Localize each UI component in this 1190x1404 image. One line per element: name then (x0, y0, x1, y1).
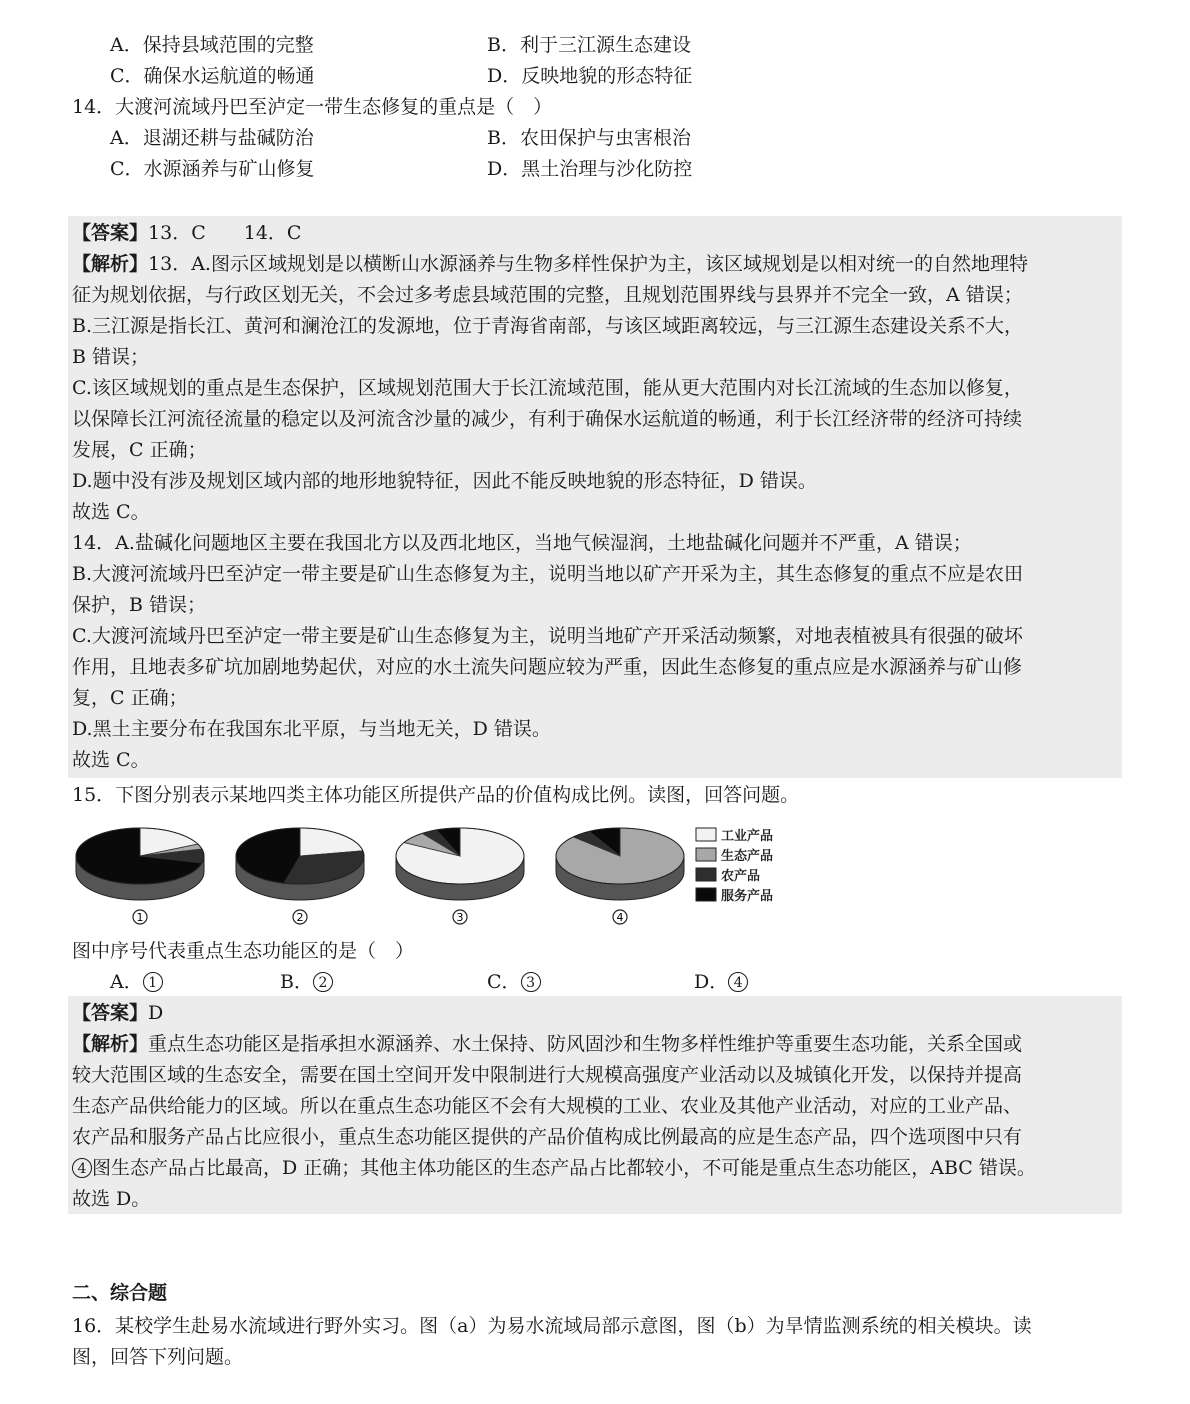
q14-option-c: C．水源涵养与矿山修复 (110, 158, 315, 180)
q13-option-d: D．反映地貌的形态特征 (487, 65, 693, 87)
analysis15-line-4: 农产品和服务产品占比应很小，重点生态功能区提供的产品价值构成比例最高的应是生态产品，四个选项图中只有 (72, 1126, 1023, 1148)
analysis-line-16: D.黑土主要分布在我国东北平原，与当地无关，D 错误。 (72, 718, 551, 740)
circled-number: 4 (728, 972, 748, 992)
legend-label: 农产品 (721, 869, 761, 884)
pie-2 (236, 828, 364, 924)
q16-stem-line-1: 16．某校学生赴易水流域进行野外实习。图（a）为易水流域局部示意图，图（b）为旱情监测系统的相关模块。读 (72, 1315, 1032, 1337)
option-letter: B． (280, 971, 313, 993)
legend-swatch (696, 828, 716, 841)
analysis-tag: 【解析】 (72, 1033, 149, 1055)
answer-text: D (148, 1002, 164, 1024)
analysis15-line-6: 故选 D。 (72, 1188, 151, 1210)
analysis-line-9: 故选 C。 (72, 501, 150, 523)
option-letter: A． (110, 971, 143, 993)
analysis15-line-3: 生态产品供给能力的区域。所以在重点生态功能区不会有大规模的工业、农业及其他产业活动，对应的工业产品、 (72, 1095, 1023, 1117)
circled-number: 3 (521, 972, 541, 992)
analysis-line-1 (72, 249, 1028, 280)
legend-label: 服务产品 (721, 889, 774, 904)
pie-label: 1 (136, 911, 144, 924)
pie-4 (556, 828, 684, 924)
q15-option-b (280, 967, 333, 998)
analysis15-line-5 (72, 1153, 1036, 1184)
pie-label: 4 (616, 911, 624, 924)
section-title: 二、综合题 (72, 1282, 168, 1304)
legend-swatch (696, 888, 716, 901)
q15-question: 图中序号代表重点生态功能区的是（ ） (72, 940, 415, 962)
analysis-line-14: 作用，且地表多矿坑加剧地势起伏，对应的水土流失问题应较为严重，因此生态修复的重点应是水源涵养与矿山修 (72, 656, 1023, 678)
q15-option-c (487, 967, 541, 998)
pie-label: 2 (296, 911, 304, 924)
analysis-line-15: 复，C 正确； (72, 687, 188, 709)
q13-option-a: A．保持县域范围的完整 (110, 34, 314, 56)
legend-swatch (696, 848, 716, 861)
answer-tag: 【答案】 (72, 222, 149, 244)
circled-number: 4 (72, 1158, 92, 1178)
analysis-text: 图生态产品占比最高，D 正确；其他主体功能区的生态产品占比都较小，不可能是重点生态功能区，ABC 错误。 (92, 1157, 1036, 1179)
q14-option-d: D．黑土治理与沙化防控 (487, 158, 693, 180)
q15-option-a (110, 967, 163, 998)
pie-chart-figure (70, 818, 790, 930)
analysis-line-2: 征为规划依据，与行政区划无关，不会过多考虑县域范围的完整，且规划范围界线与县界并不完全一致，A 错误； (72, 284, 1023, 306)
q14-option-a: A．退湖还耕与盐碱防治 (110, 127, 314, 149)
analysis-text: 重点生态功能区是指承担水源涵养、水土保持、防风固沙和生物多样性维护等重要生态功能，关系全国或 (148, 1033, 1023, 1055)
legend-swatch (696, 868, 716, 881)
pie-3 (396, 828, 524, 924)
option-letter: C． (487, 971, 521, 993)
analysis-text: 13．A.图示区域规划是以横断山水源涵养与生物多样性保护为主，该区域规划是以相对统一的自然地理特 (148, 253, 1028, 275)
analysis-line-4: B 错误； (72, 346, 150, 368)
analysis-line-5: C.该区域规划的重点是生态保护，区域规划范围大于长江流域范围，能从更大范围内对长江流域的生态加以修复， (72, 377, 1023, 399)
analysis-line-8: D.题中没有涉及规划区域内部的地形地貌特征，因此不能反映地貌的形态特征，D 错误。 (72, 470, 817, 492)
q13-option-b: B．利于三江源生态建设 (487, 34, 691, 56)
q14-stem: 14．大渡河流域丹巴至泸定一带生态修复的重点是（ ） (72, 96, 553, 118)
q16-stem-line-2: 图，回答下列问题。 (72, 1346, 244, 1368)
pie-1 (76, 828, 204, 924)
analysis-tag: 【解析】 (72, 253, 149, 275)
analysis-line-11: B.大渡河流域丹巴至泸定一带主要是矿山生态修复为主，说明当地以矿产开采为主，其生态修复的重点不应是农田 (72, 563, 1024, 585)
analysis-line-3: B.三江源是指长江、黄河和澜沧江的发源地，位于青海省南部，与该区域距离较远，与三江源生态建设关系不大， (72, 315, 1024, 337)
analysis-line-7: 发展，C 正确； (72, 439, 207, 461)
answer-text: 13．C 14．C (148, 222, 302, 244)
q13-option-c: C．确保水运航道的畅通 (110, 65, 315, 87)
analysis-line-13: C.大渡河流域丹巴至泸定一带主要是矿山生态修复为主，说明当地矿产开采活动频繁，对地表植被具有很强的破坏 (72, 625, 1023, 647)
q14-option-b: B．农田保护与虫害根治 (487, 127, 691, 149)
circled-number: 2 (313, 972, 333, 992)
legend-label: 工业产品 (721, 829, 774, 844)
analysis-line-6: 以保障长江河流径流量的稳定以及河流含沙量的减少，有利于确保水运航道的畅通，利于长江经济带的经济可持续 (72, 408, 1023, 430)
answer-tag: 【答案】 (72, 1002, 149, 1024)
q15-option-d (694, 967, 748, 998)
analysis15-line-2: 较大范围区域的生态安全，需要在国土空间开发中限制进行大规模高强度产业活动以及城镇化开发，以保持并提高 (72, 1064, 1023, 1086)
q15-stem: 15．下图分别表示某地四类主体功能区所提供产品的价值构成比例。读图，回答问题。 (72, 784, 800, 806)
option-letter: D． (694, 971, 729, 993)
analysis-line-17: 故选 C。 (72, 749, 150, 771)
pie-label: 3 (456, 911, 464, 924)
analysis-line-12: 保护，B 错误； (72, 594, 207, 616)
legend-label: 生态产品 (721, 849, 774, 864)
answer-15 (72, 998, 163, 1029)
analysis-line-10: 14．A.盐碱化问题地区主要在我国北方以及西北地区，当地气候湿润，土地盐碱化问题并不严重，A 错误； (72, 532, 972, 554)
analysis15-line-1 (72, 1029, 1022, 1060)
circled-number: 1 (143, 972, 163, 992)
answer-13-14 (72, 218, 301, 249)
